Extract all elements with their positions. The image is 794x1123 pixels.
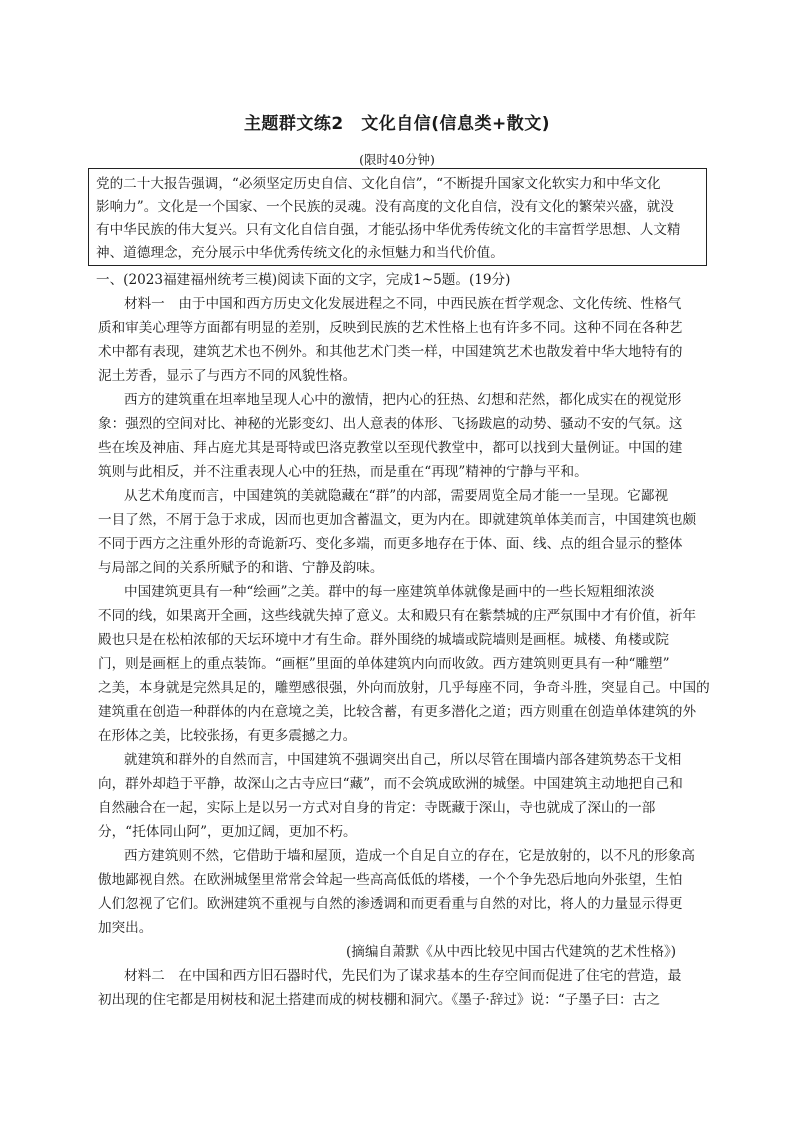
paragraph-line: 分，“托体同山阿”，更加辽阔，更加不朽。 [98,824,357,840]
source-citation: (摘编自萧默《从中西比较见中国古代建筑的艺术性格》) [346,944,677,960]
paragraph-line: 向，群外却趋于平静，故深山之古寺应曰“藏”，而不会筑成欧洲的城堡。中国建筑主动地把自己和 [98,776,683,792]
question-header: 一、(2023福建福州统考三模)阅读下面的文字，完成1~5题。(19分) [96,272,511,288]
paragraph-line: 象：强烈的空间对比、神秘的光影变幻、出人意表的体形、飞扬跋扈的动势、骚动不安的气氛。这 [98,416,683,432]
paragraph-line: 泥土芳香，显示了与西方不同的风貌性格。 [98,368,357,384]
paragraph-line: 些在埃及神庙、拜占庭尤其是哥特或巴洛克教堂以至现代教堂中，都可以找到大量例证。中国的建 [98,440,683,456]
paragraph-line: 不同的线，如果离开全画，这些线就失掉了意义。太和殿只有在紫禁城的庄严氛围中才有价值，祈年 [98,608,697,624]
paragraph-line: 与局部之间的关系所赋予的和谐、宁静及韵味。 [98,560,384,576]
paragraph-line: 西方的建筑重在坦率地呈现人心中的激情，把内心的狂热、幻想和茫然，都化成实在的视觉形 [124,392,682,408]
paragraph-line: 材料二 在中国和西方旧石器时代，先民们为了谋求基本的生存空间而促进了住宅的营造，最 [124,968,682,984]
paragraph-line: 材料一 由于中国和西方历史文化发展进程之不同，中西民族在哲学观念、文化传统、性格气 [124,296,682,312]
intro-line: 神、道德理念，充分展示中华优秀传统文化的永恒魅力和当代价值。 [96,245,504,261]
time-limit: (限时40分钟) [359,152,435,167]
paragraph-line: 加突出。 [98,920,153,936]
paragraph-line: 建筑重在创造一种群体的内在意境之美，比较含蓄，有更多潜化之道；西方则重在创造单体建筑的外 [98,704,697,720]
intro-line: 影响力”。文化是一个国家、一个民族的灵魂。没有高度的文化自信，没有文化的繁荣兴盛，就没 [96,199,674,215]
intro-line: 党的二十大报告强调，“必须坚定历史自信、文化自信”，“不断提升国家文化软实力和中华文化 [96,176,661,192]
paragraph-line: 一目了然，不屑于急于求成，因而也更加含蓄温文，更为内在。即就建筑单体美而言，中国建筑也颇 [98,512,697,528]
paragraph-line: 不同于西方之注重外形的奇诡新巧、变化多端，而更多地存在于体、面、线、点的组合显示的整体 [98,536,683,552]
paragraph-line: 之美，本身就是完然具足的，雕塑感很强，外向而放射，几乎每座不同，争奇斗胜，突显自己。中国的 [98,680,710,696]
intro-line: 有中华民族的伟大复兴。只有文化自信自强，才能弘扬中华优秀传统文化的丰富哲学思想、人文精 [96,222,681,238]
paragraph-line: 中国建筑更具有一种“绘画”之美。群中的每一座建筑单体就像是画中的一些长短粗细浓淡 [124,584,655,600]
page-title: 主题群文练2 文化自信(信息类+散文) [243,114,551,134]
paragraph-line: 西方建筑则不然，它借助于墙和屋顶，造成一个自足自立的存在，它是放射的，以不凡的形象高 [124,848,695,864]
paragraph-line: 傲地鄙视自然。在欧洲城堡里常常会耸起一些高高低低的塔楼，一个个争先恐后地向外张望，生怕 [98,872,683,888]
paragraph-line: 门，则是画框上的重点装饰。“画框”里面的单体建筑内向而收敛。西方建筑则更具有一种“雕塑” [98,656,670,672]
paragraph-line: 初出现的住宅都是用树枝和泥土搭建而成的树枝棚和洞穴。《墨子·辞过》说：“子墨子曰：古之 [98,992,660,1008]
paragraph-line: 殿也只是在松柏浓郁的天坛环境中才有生命。群外围绕的城墙或院墙则是画框。城楼、角楼或院 [98,632,669,648]
paragraph-line: 就建筑和群外的自然而言，中国建筑不强调突出自己，所以尽管在围墙内部各建筑势态干戈相 [124,752,682,768]
paragraph-line: 在形体之美，比较张扬，有更多震撼之力。 [98,728,357,744]
paragraph-line: 人们忽视了它们。欧洲建筑不重视与自然的渗透调和而更看重与自然的对比，将人的力量显示得更 [98,896,683,912]
paragraph-line: 自然融合在一起，实际上是以另一方式对自身的肯定：寺既藏于深山，寺也就成了深山的一部 [98,800,656,816]
paragraph-line: 筑则与此相反，并不注重表现人心中的狂热，而是重在“再现”精神的宁静与平和。 [98,464,588,480]
paragraph-line: 从艺术角度而言，中国建筑的美就隐藏在“群”的内部，需要周览全局才能一一呈现。它鄙视 [124,488,669,504]
paragraph-line: 质和审美心理等方面都有明显的差别，反映到民族的艺术性格上也有许多不同。这种不同在各种艺 [98,320,683,336]
paragraph-line: 术中都有表现，建筑艺术也不例外。和其他艺术门类一样，中国建筑艺术也散发着中华大地特有的 [98,344,683,360]
